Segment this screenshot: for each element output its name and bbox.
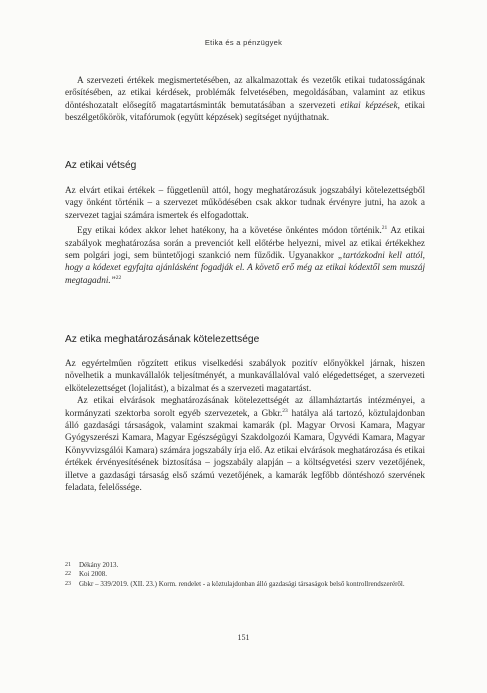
footnote [65,561,425,570]
footnote-number: 23 [65,580,71,587]
intro-section [65,74,425,124]
paragraph: Egy etikai kódex akkor lehet hatékony, ha a követése önkéntes módon történik.$^{21}$ Az etikai szabályok meghatározása során a prevenciót kell előtérbe helyezni, mivel az etikai értékekhez sem polgári jogi, sem büntetőjogi szankció nem fűződik. Ugyanakkor „tartózkodni kell attól, hogy a kódexet egyfajta ajánlásként fogadják el. A követő erő még az etikai kódextől sem muszáj megtagadni.”$^{22}$ [65,225,425,285]
section-heading-kotelezettseg: Az etika meghatározásának kötelezettsége [65,334,260,345]
paragraph: Az egyértelműen rögzített etikus viselkedési szabályok pozitív előnyökkel járnak, hiszen növelhetik a munkavállalók teljesítményét, a munkavállalóval való elégedettséget, a szervezeti elkötelezettséget (lojalitást), a bizalmat és a szervezeti magatartást. [65,358,425,393]
running-header: Etika és a pénzügyek [204,38,283,47]
section-etikai-vetseg [65,184,425,286]
footnote-number: 22 [65,571,71,578]
footnote-text: Koi 2008. [79,570,107,579]
section-kotelezettseg [65,357,425,493]
intro-paragraph: A szervezeti értékek megismertetésében, az alkalmazottak és vezetők etikai tudatosságának erősítésében, az etikai kérdések, problémák felvetésében, megoldásában, valamint az etikus döntéshozatalt elősegítő magatartásminták bemutatásában a szervezeti etikai képzések, etikai beszélgetőkörök, vitafórumok (együtt képzések) segítséget nyújthatnak. [65,75,425,123]
footnote-ref[interactable]: 21 [381,225,388,232]
paragraph: Az elvárt etikai értékek – függetlenül attól, hogy meghatározásuk jogszabályi kötelezettségből vagy önként történik – a szervezet működésében csak akkor tudnak érvényre jutni, ha azok a szervezet tagjai számára ismertek és elfogadottak. [65,185,425,220]
footnote-text: Gbkr – 339/2019. (XII. 23.) Korm. rendelet - a köztulajdonban álló gazdasági társaságok belső kontrollrendszeréről. [79,579,405,588]
footnote [65,580,425,589]
footnote-ref[interactable]: 23 [282,407,288,414]
footnotes [65,561,425,589]
section-heading-etikai-vetseg: Az etikai vétség [65,160,137,171]
footnote-text: Dékány 2013. [79,561,119,569]
footnote-number: 21 [65,562,71,568]
paragraph: Az etikai elvárások meghatározásának kötelezettségét az államháztartás intézményei, a kormányzati szektorba sorolt egyéb szervezetek, a Gbkr.$^{23}$ hatálya alá tartozó, köztulajdonban álló gazdasági társaságok, valamint szakmai kamarák (pl. Magyar Orvosi Kamara, Magyar Gyógyszerészi Kamara, Magyar Egészségügyi Szakdolgozói Kamara, Ügyvédi Kamara, Magyar Könyvvizsgálói Kamara) számára jogszabály írja elő. Az etikai elvárások meghatározása és etikai értékek érvényesítésének biztosítása – jogszabály alapján – a költségvetési szerv vezetőjének, illetve a gazdasági társaság első számú vezetőjének, a kamarák legfőbb döntéshozó szervének feladata, felelőssége. [65,395,426,493]
footnote-ref[interactable]: 22 [115,274,122,281]
footnote [65,570,425,579]
page-number: 151 [237,633,250,642]
